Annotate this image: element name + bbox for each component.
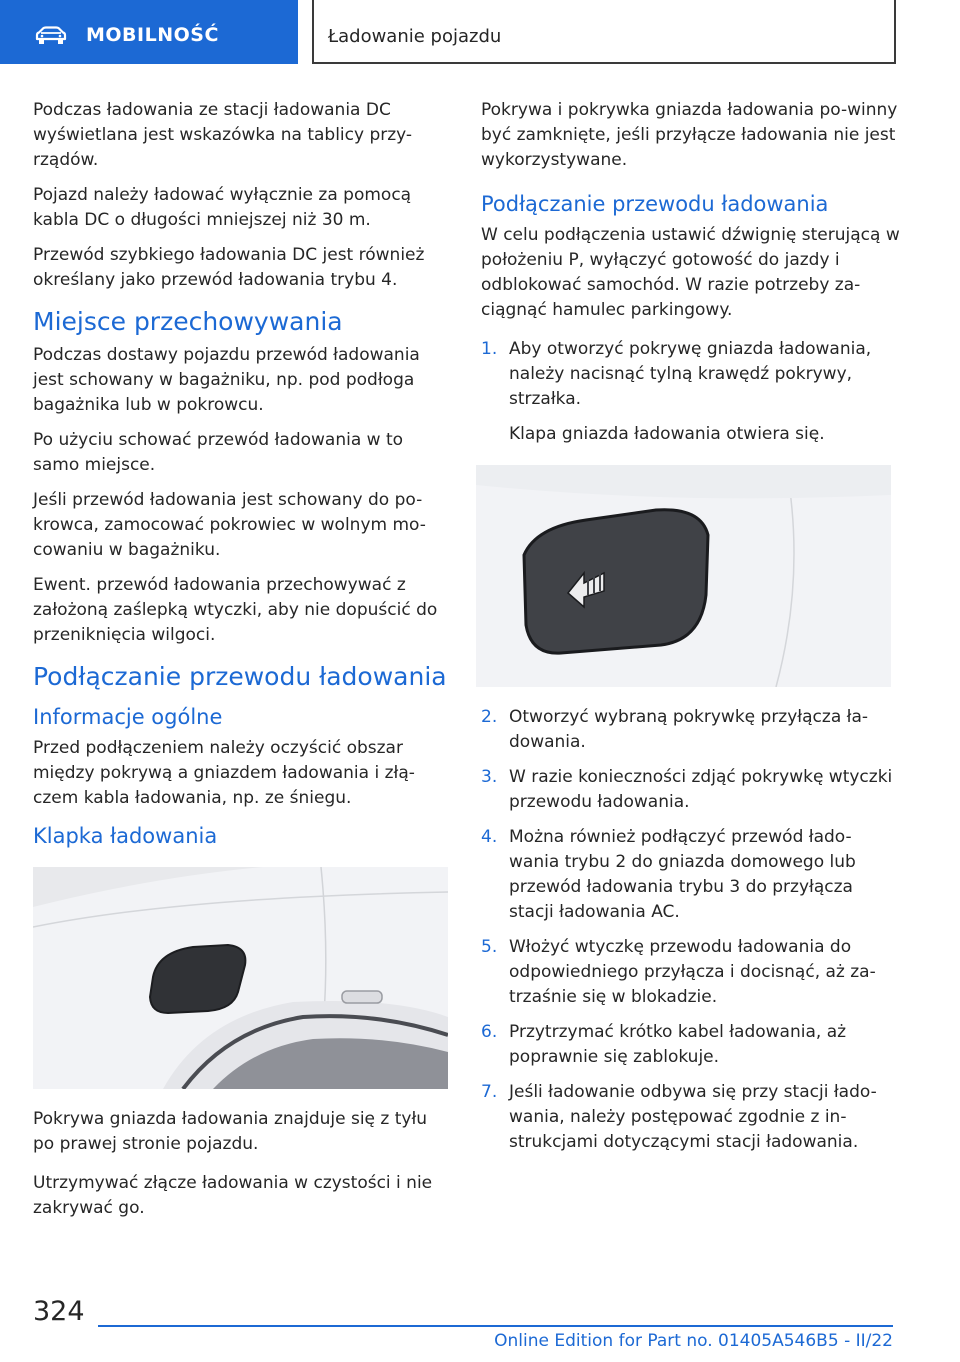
paragraph: Po użyciu schować przewód ładowania w to samo miejsce. [33, 430, 404, 475]
paragraph: W celu podłączenia ustawić dźwignię sterującą w położeniu P, wyłączyć gotowość do jazdy i odblokować samochód. W razie potrzeby za-ciągnąć hamulec parkingowy. [481, 225, 900, 320]
list-item [481, 825, 901, 925]
step-text: Można również podłączyć przewód łado-wania trybu 2 do gniazda domowego lub przewód ładowania trybu 3 do przyłącza stacji ładowania AC. [509, 827, 856, 922]
paragraph: Pokrywa gniazda ładowania znajduje się z tyłu po prawej stronie pojazdu. [33, 1109, 428, 1154]
step-number: 6. [481, 1022, 498, 1042]
paragraph: Pokrywa i pokrywka gniazda ładowania po-winny być zamknięte, jeśli przyłącze ładowania nie jest wykorzystywane. [481, 100, 898, 170]
list-item [481, 935, 901, 1010]
step-number: 3. [481, 767, 498, 787]
list-item [481, 1080, 901, 1155]
step-number: 5. [481, 937, 498, 957]
step-number: 2. [481, 707, 498, 727]
step-text: Jeśli ładowanie odbywa się przy stacji łado-wania, należy postępować zgodnie z in-strukcjami dotyczącymi stacji ładowania. [509, 1082, 877, 1152]
left-column [33, 98, 451, 1231]
list-item [481, 765, 901, 815]
chapter-header [312, 0, 896, 64]
heading-charging-flap: Klapka ładowania [33, 824, 218, 848]
step-text: Włożyć wtyczkę przewodu ładowania do odpowiedniego przyłącza i docisnąć, aż za-trzaśnie się w blokadzie. [509, 937, 876, 1007]
footer-divider [98, 1325, 893, 1327]
steps-list-continued [481, 705, 901, 1155]
step-text: Przytrzymać krótko kabel ładowania, aż poprawnie się zablokuje. [509, 1022, 847, 1067]
step-text: W razie konieczności zdjąć pokrywkę wtyczki przewodu ładowania. [509, 767, 893, 812]
steps-list [481, 337, 901, 447]
section-title: MOBILNOŚĆ [86, 24, 219, 46]
page-number: 324 [33, 1296, 85, 1327]
paragraph: Podczas dostawy pojazdu przewód ładowania jest schowany w bagażniku, np. pod podłoga bagażnika lub w pokrowcu. [33, 345, 420, 415]
paragraph: Ewent. przewód ładowania przechowywać z założoną zaślepką wtyczki, aby nie dopuścić do przeniknięcia wilgoci. [33, 575, 438, 645]
paragraph: Utrzymywać złącze ładowania w czystości i nie zakrywać go. [33, 1173, 433, 1218]
charging-flap-open-illustration [476, 465, 891, 687]
heading-connecting-cable: Podłączanie przewodu ładowania [481, 192, 829, 216]
car-icon [34, 26, 68, 46]
footer-edition: Online Edition for Part no. 01405A546B5 - II/22 [494, 1331, 893, 1351]
heading-connecting: Podłączanie przewodu ładowania [33, 662, 447, 691]
right-column [481, 98, 901, 1165]
step-result: Klapa gniazda ładowania otwiera się. [509, 424, 825, 444]
paragraph: Jeśli przewód ładowania jest schowany do po-krowca, zamocować pokrowiec w wolnym mo-cowaniu w bagażniku. [33, 490, 426, 560]
heading-general-info: Informacje ogólne [33, 705, 223, 729]
paragraph: Podczas ładowania ze stacji ładowania DC wyświetlana jest wskazówka na tablicy przy-rządów. [33, 100, 413, 170]
section-tab [0, 0, 298, 64]
step-number: 1. [481, 339, 498, 359]
list-item [481, 337, 901, 447]
paragraph: Pojazd należy ładować wyłącznie za pomocą kabla DC o długości mniejszej niż 30 m. [33, 185, 412, 230]
heading-storage: Miejsce przechowywania [33, 307, 343, 336]
step-text: Aby otworzyć pokrywę gniazda ładowania, należy nacisnąć tylną krawędź pokrywy, strzałka. [509, 339, 872, 409]
charging-flap-illustration [33, 867, 448, 1089]
step-number: 4. [481, 827, 498, 847]
list-item [481, 1020, 901, 1070]
chapter-title: Ładowanie pojazdu [328, 26, 502, 47]
step-number: 7. [481, 1082, 498, 1102]
paragraph: Przewód szybkiego ładowania DC jest również określany jako przewód ładowania trybu 4. [33, 245, 425, 290]
list-item [481, 705, 901, 755]
paragraph: Przed podłączeniem należy oczyścić obszar między pokrywą a gniazdem ładowania i złą-czem kabla ładowania, np. ze śniegu. [33, 738, 415, 808]
step-text: Otworzyć wybraną pokrywkę przyłącza ła-dowania. [509, 707, 869, 752]
